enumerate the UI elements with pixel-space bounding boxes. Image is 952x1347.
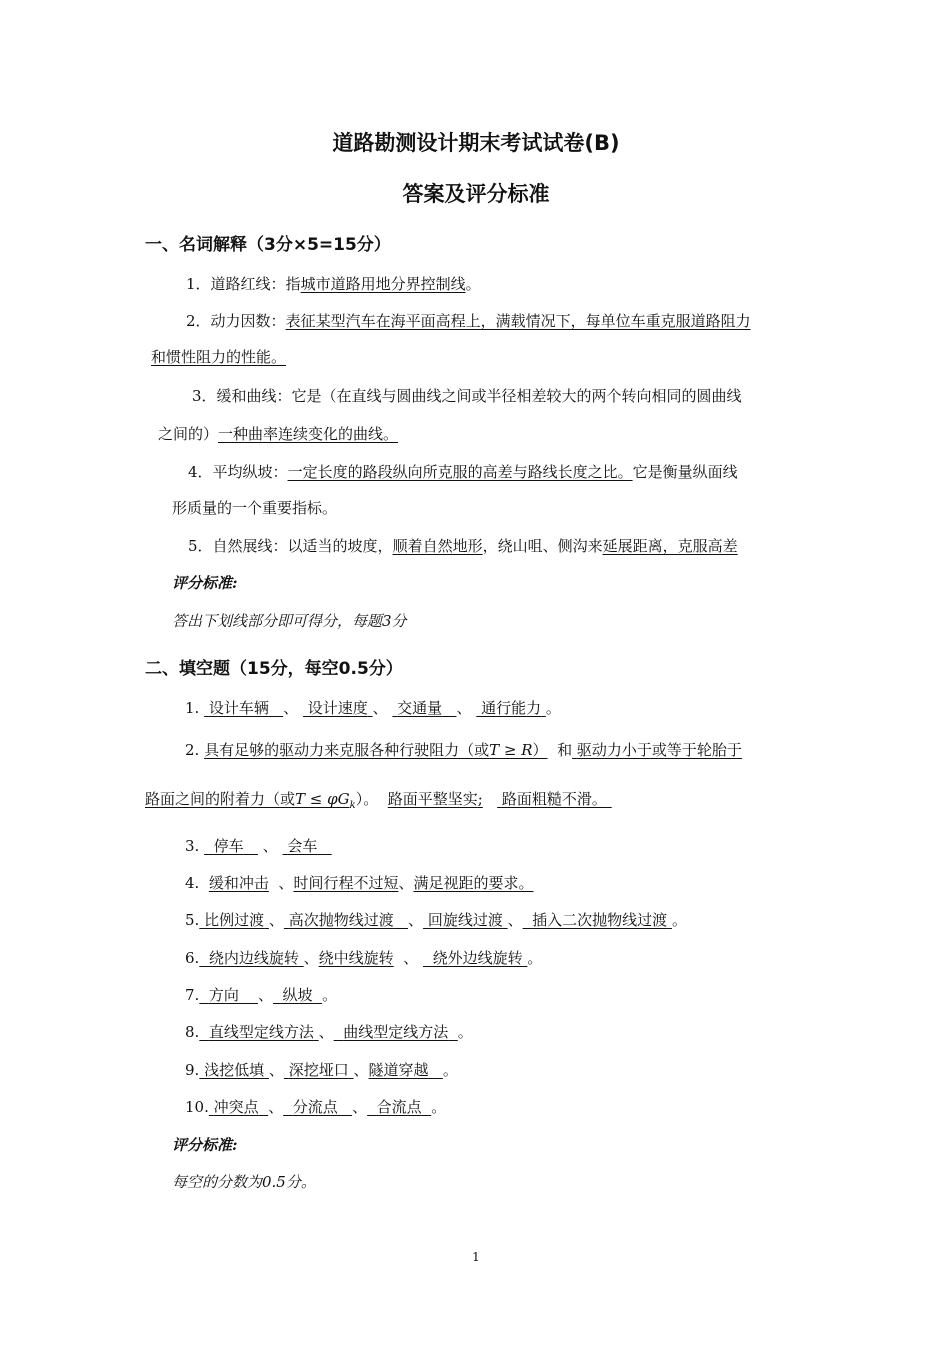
s1-q4: 4．平均纵坡：一定长度的路段纵向所克服的高差与路线长度之比。它是衡量纵面线 [188,463,738,481]
s2-q2: 2. 具有足够的驱动力来克服各种行驶阻力（或T ≥ R） 和 驱动力小于或等于轮胎于 [185,741,742,759]
s2-q4: 4. 缓和冲击 、时间行程不过短、满足视距的要求。 [185,874,534,892]
s2-q2-line2: 路面之间的附着力（或$T \le \varphi G_k$）。 路面平整坚实; 路面粗糙不滑。 [145,790,607,811]
s2-q8: 8. 直线型定线方法 、 曲线型定线方法 。 [185,1023,473,1041]
page-subtitle: 答案及评分标准 [402,182,550,206]
s2-q5: 5. 比例过渡 、 高次抛物线过渡 、 回旋线过渡 、 插入二次抛物线过渡 。 [185,911,687,929]
s1-q1: 1．道路红线：指城市道路用地分界控制线。 [186,275,481,293]
section1-heading: 一、名词解释（3分×5=15分） [145,235,391,255]
page-title: 道路勘测设计期末考试试卷(B) [332,131,620,155]
s1-grading-label: 评分标准: [172,574,238,592]
s1-q5: 5．自然展线：以适当的坡度，顺着自然地形，绕山咀、侧沟来延展距离，克服高差 [188,537,738,555]
s1-grading-text: 答出下划线部分即可得分，每题3分 [172,612,407,630]
s1-q2-line2: 和惯性阻力的性能。 [151,348,287,366]
s1-q3-line2: 之间的）一种曲率连续变化的曲线。 [158,425,399,443]
s2-q3: 3. 停车 、 会车 [185,837,318,855]
section2-heading: 二、填空题（15分，每空0.5分） [145,659,403,679]
s2-q1: 1. 设计车辆 、 设计速度 、 交通量 、 通行能力 。 [185,699,561,717]
s2-q9: 9. 浅挖低填 、 深挖垭口 、隧道穿越 。 [185,1061,458,1079]
s2-q10: 10. 冲突点 、 分流点 、 合流点 。 [185,1098,447,1116]
s1-q2: 2．动力因数：表征某型汽车在海平面高程上，满载情况下，每单位车重克服道路阻力 [186,312,751,330]
s2-grading-text: 每空的分数为0.5分。 [172,1173,316,1191]
s2-q7: 7. 方向 、 纵坡 。 [185,986,338,1004]
s1-q4-line2: 形质量的一个重要指标。 [172,499,338,517]
s2-q6: 6. 绕内边线旋转 、绕中线旋转 、 绕外边线旋转 。 [185,949,543,967]
s1-q3: 3．缓和曲线：它是（在直线与圆曲线之间或半径相差较大的两个转向相同的圆曲线 [192,387,742,405]
page-number: 1 [472,1250,480,1264]
s2-grading-label: 评分标准: [172,1136,238,1154]
